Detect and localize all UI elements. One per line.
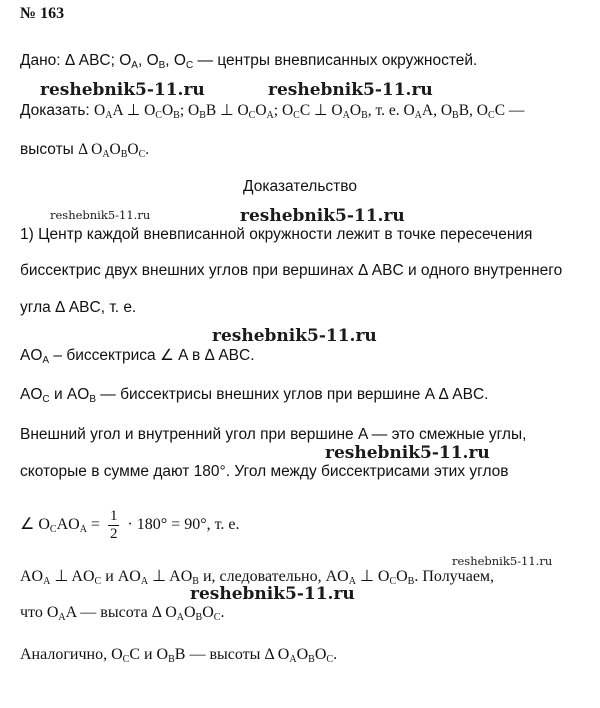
prove-line-2: высоты Δ $O_AO_BO_C$.: [20, 141, 150, 160]
adjacent-angles-line: Внешний угол и внутренний угол при вершине A — это смежные углы,: [20, 426, 527, 443]
watermark: reshebnik5-11.ru: [240, 206, 405, 226]
watermark: reshebnik5-11.ru: [268, 80, 433, 100]
problem-number: № 163: [20, 5, 65, 22]
step1-line-b: биссектрис двух внешних углов при вершинах Δ ABC и одного внутреннего: [20, 262, 563, 279]
perpendicular-line: $AO_A$ ⊥ $AO_C$ и $AO_A$ ⊥ $AO_B$ и, следовательно, $AO_A$ ⊥ $O_CO_B$. Получаем,: [20, 568, 495, 587]
fraction: $\frac{1}{2}$: [109, 508, 118, 542]
watermark: reshebnik5-11.ru: [50, 208, 151, 222]
prove-line: Доказать: $O_AA$ ⊥ $O_CO_B$; $O_BB$ ⊥ $O_CO_A$; $O_CC$ ⊥ $O_AO_B$, т. е. $O_AA$, $O_BB$, $O_CC$ —: [20, 102, 525, 121]
angle-result-line: ∠ $O_CAO_A$ = $\frac{1}{2}$ · 180° = 90°, т. е.: [20, 508, 240, 542]
altitude-line: что $O_AA$ — высота Δ $O_AO_BO_C$.: [20, 604, 225, 623]
given-line: Дано: Δ ABC; $O_A$, $O_B$, $O_C$ — центры вневписанных окружностей.: [20, 52, 478, 71]
similarly-line: Аналогично, $O_CC$ и $O_BB$ — высоты Δ $O_AO_BO_C$.: [20, 646, 338, 665]
watermark: reshebnik5-11.ru: [40, 80, 205, 100]
watermark: reshebnik5-11.ru: [452, 554, 553, 568]
outer-bisectors-line: $AO_C$ и $AO_B$ — биссектрисы внешних углов при вершине A Δ ABC.: [20, 386, 489, 405]
watermark: reshebnik5-11.ru: [212, 326, 377, 346]
step1-line-a: 1) Центр каждой вневписанной окружности лежит в точке пересечения: [20, 226, 533, 243]
watermark: reshebnik5-11.ru: [325, 443, 490, 463]
angle-sum-line: скоторые в сумме дают 180°. Угол между биссектрисами этих углов: [20, 463, 509, 480]
step1-line-c: угла Δ ABC, т. е.: [20, 299, 137, 316]
watermark: reshebnik5-11.ru: [190, 584, 355, 604]
bisector-line: $AO_A$ – биссектриса ∠ A в Δ ABC.: [20, 347, 255, 366]
proof-heading: Доказательство: [243, 178, 357, 195]
